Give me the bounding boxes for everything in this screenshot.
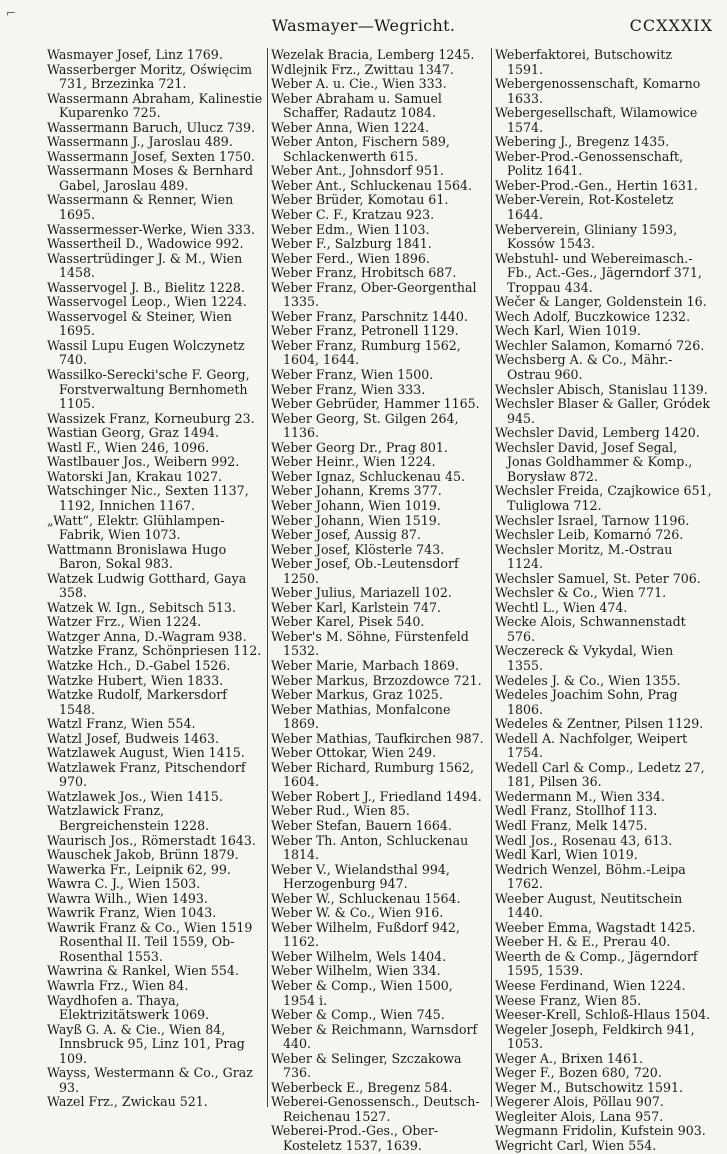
directory-entry: Wasservogel Leop., Wien 1224.: [47, 294, 247, 310]
directory-entry: Wedeles & Zentner, Pilsen 1129.: [495, 716, 704, 732]
directory-entry: Wayß G. A. & Cie., Wien 84, Innsbruck 95, Linz 101, Prag 109.: [47, 1021, 245, 1066]
directory-entry: Weber & Comp., Wien 745.: [271, 1007, 445, 1023]
directory-entry: Weber Ferd., Wien 1896.: [271, 250, 430, 266]
directory-entry: Weber-Verein, Rot-Kosteletz 1644.: [495, 192, 674, 223]
directory-entry: Weber Karel, Pisek 540.: [271, 614, 425, 630]
directory-entry: Wayss, Westermann & Co., Graz 93.: [47, 1065, 253, 1095]
directory-entry: Weber Josef, Ob.-Leutensdorf 1250.: [271, 556, 459, 586]
directory-entry: Wassertheil D., Wadowice 992.: [47, 236, 244, 252]
directory-entry: Weber Rud., Wien 85.: [271, 803, 410, 819]
directory-entry: Weberfaktorei, Butschowitz 1591.: [495, 47, 672, 77]
directory-entry: Weeber H. & E., Prerau 40.: [495, 934, 671, 950]
directory-entry: Wechsler Leib, Komarnó 726.: [495, 527, 684, 543]
directory-entry: Weber Robert J., Friedland 1494.: [271, 788, 482, 804]
directory-entry: Wasserberger Moritz, Oświęcim 731, Brzezinka 721.: [47, 61, 253, 92]
directory-entry: Weczereck & Vykydal, Wien 1355.: [495, 643, 674, 673]
corner-mark: ⌐: [6, 6, 17, 20]
directory-entry: Weber Ignaz, Schluckenau 45.: [271, 468, 466, 484]
directory-entry: „Watt“, Elektr. Glühlampen-Fabrik, Wien 1073.: [47, 512, 225, 543]
directory-entry: Weberei-Genossensch., Deutsch-Reichenau 1527.: [271, 1094, 480, 1124]
directory-entry: Wegleiter Alois, Lana 957.: [495, 1108, 664, 1124]
directory-entry: Wechsler David, Josef Segal, Jonas Goldhammer & Komp., Borysław 872.: [495, 439, 693, 484]
directory-entry: Weber Brüder, Komotau 61.: [271, 192, 449, 208]
directory-entry: Wastl F., Wien 246, 1096.: [47, 439, 210, 455]
directory-entry: Wedermann M., Wien 334.: [495, 788, 665, 804]
directory-entry: Weber C. F., Kratzau 923.: [271, 207, 435, 223]
directory-entry: Weeber August, Neutitschein 1440.: [495, 890, 683, 921]
directory-entry: Wawrik Franz & Co., Wien 1519 Rosenthal II. Teil 1559, Ob-Rosenthal 1553.: [47, 919, 253, 964]
directory-entry: Weber Franz, Parschnitz 1440.: [271, 308, 468, 324]
directory-entry: Wegmann Fridolin, Kufstein 903.: [495, 1123, 706, 1139]
directory-columns: [44, 47, 715, 1154]
directory-entry: Weber Richard, Rumburg 1562, 1604.: [271, 759, 475, 790]
directory-entry: Wechsler Israel, Tarnow 1196.: [495, 512, 690, 528]
directory-entry: Weber & Selinger, Szczakowa 736.: [271, 1050, 462, 1081]
directory-entry: Wechsberg A. & Co., Mähr.-Ostrau 960.: [495, 352, 673, 383]
directory-entry: Weger M., Butschowitz 1591.: [495, 1079, 684, 1095]
running-head: Wasmayer—Wegricht.: [271, 16, 456, 35]
directory-entry: Weber Stefan, Bauern 1664.: [271, 817, 452, 833]
directory-entry: Wawra C. J., Wien 1503.: [47, 876, 201, 892]
directory-entry: Wedeles Joachim Sohn, Prag 1806.: [495, 687, 678, 717]
page-header: [0, 0, 727, 44]
directory-entry: Wechsler & Co., Wien 771.: [495, 585, 667, 601]
directory-entry: Watzl Josef, Budweis 1463.: [47, 730, 220, 746]
directory-entry: Waurisch Jos., Römerstadt 1643.: [47, 832, 256, 848]
directory-entry: Wauschek Jakob, Brünn 1879.: [47, 847, 239, 863]
directory-entry: Wechsler Freida, Czajkowice 651, Tuliglowa 712.: [495, 483, 712, 513]
directory-entry: Weber Wilhelm, Wels 1404.: [271, 948, 447, 964]
directory-entry: Wechsler Abisch, Stanislau 1139.: [495, 381, 708, 397]
directory-entry: Wegricht Carl, Wien 554.: [495, 1138, 657, 1154]
directory-entry: Wasservogel J. B., Bielitz 1228.: [47, 279, 245, 295]
directory-entry: Weber Anton, Fischern 589, Schlackenwerth 615.: [271, 134, 450, 164]
directory-entry: Waydhofen a. Thaya, Elektrizitätswerk 1069.: [47, 992, 210, 1023]
directory-entry: Wečer & Langer, Goldenstein 16.: [495, 294, 707, 310]
directory-entry: Weberbeck E., Bregenz 584.: [271, 1079, 453, 1095]
directory-entry: Weber Gebrüder, Hammer 1165.: [271, 396, 480, 412]
directory-entry: Wechler Salamon, Komarnó 726.: [495, 337, 705, 353]
directory-entry: Wassermann J., Jaroslau 489.: [47, 134, 233, 150]
directory-entry: Wawra Wilh., Wien 1493.: [47, 890, 208, 906]
directory-entry: Wedl Karl, Wien 1019.: [495, 847, 638, 863]
directory-entry: Wedell A. Nachfolger, Weipert 1754.: [495, 730, 688, 761]
directory-entry: Weber Markus, Graz 1025.: [271, 687, 443, 703]
directory-entry: Weerth de & Comp., Jägerndorf 1595, 1539.: [495, 948, 698, 979]
directory-entry: Weber Marie, Marbach 1869.: [271, 657, 460, 673]
directory-entry: Wedl Franz, Stollhof 113.: [495, 803, 658, 819]
directory-entry: Wassermann Josef, Sexten 1750.: [47, 148, 256, 164]
directory-entry: Weber Karl, Karlstein 747.: [271, 599, 442, 615]
directory-entry: Wech Adolf, Buczkowice 1232.: [495, 308, 691, 324]
directory-entry: Wastlbauer Jos., Weibern 992.: [47, 454, 240, 470]
directory-entry: Weber Franz, Rumburg 1562, 1604, 1644.: [271, 337, 461, 368]
column-2: [267, 47, 491, 1154]
directory-entry: Watzke Franz, Schönpriesen 112.: [47, 643, 262, 659]
directory-entry: Webergenossenschaft, Komarno 1633.: [495, 76, 701, 106]
directory-entry: Weberverein, Gliniany 1593, Kossów 1543.: [495, 221, 678, 252]
directory-entry: Watschinger Nic., Sexten 1137, 1192, Innichen 1167.: [47, 483, 249, 513]
directory-entry: Weeser-Krell, Schloß-Hlaus 1504.: [495, 1007, 711, 1023]
directory-entry: Webstuhl- und Webereimasch.-Fb., Act.-Ges., Jägerndorf 371, Troppau 434.: [495, 250, 702, 295]
directory-entry: Webering J., Bregenz 1435.: [495, 134, 670, 150]
directory-entry: Weber Julius, Mariazell 102.: [271, 585, 452, 601]
directory-entry: Wazel Frz., Zwickau 521.: [47, 1094, 208, 1110]
directory-entry: Wasmayer Josef, Linz 1769.: [47, 47, 223, 62]
directory-entry: Wassermesser-Werke, Wien 333.: [47, 221, 255, 237]
directory-entry: Wawrina & Rankel, Wien 554.: [47, 963, 239, 979]
directory-entry: Weber Johann, Wien 1519.: [271, 512, 441, 528]
column-3: [491, 47, 715, 1154]
directory-entry: Weber W. & Co., Wien 916.: [271, 905, 444, 921]
directory-entry: Wedell Carl & Comp., Ledetz 27, 181, Pilsen 36.: [495, 759, 705, 790]
directory-entry: Weese Ferdinand, Wien 1224.: [495, 978, 686, 993]
directory-entry: Webergesellschaft, Wilamowice 1574.: [495, 105, 698, 135]
directory-entry: Weber Heinr., Wien 1224.: [271, 454, 436, 470]
directory-entry: Weber Abraham u. Samuel Schaffer, Radautz 1084.: [271, 90, 442, 121]
directory-entry: Weber & Comp., Wien 1500, 1954 i.: [271, 978, 453, 1008]
directory-entry: Wechsler Samuel, St. Peter 706.: [495, 570, 701, 586]
directory-entry: Wawrla Frz., Wien 84.: [47, 978, 189, 993]
directory-entry: Weber-Prod.-Gen., Hertin 1631.: [495, 177, 698, 193]
directory-entry: Weber Mathias, Taufkirchen 987.: [271, 730, 484, 746]
directory-entry: Weber Johann, Krems 377.: [271, 483, 442, 499]
directory-entry: Wattmann Bronislawa Hugo Baron, Sokal 983.: [47, 541, 227, 572]
directory-entry: Wasservogel & Steiner, Wien 1695.: [47, 308, 232, 339]
directory-entry: Wassizek Franz, Korneuburg 23.: [47, 410, 255, 426]
directory-entry: Wassilko-Serecki'sche F. Georg, Forstverwaltung Bernhometh 1105.: [47, 367, 250, 412]
directory-entry: Weger F., Bozen 680, 720.: [495, 1065, 662, 1081]
directory-entry: Watzke Rudolf, Markersdorf 1548.: [47, 687, 227, 717]
directory-entry: Weber Georg, St. Gilgen 264, 1136.: [271, 410, 459, 441]
directory-entry: Weber Wilhelm, Fußdorf 942, 1162.: [271, 919, 460, 950]
directory-entry: Wassermann Moses & Bernhard Gabel, Jaroslau 489.: [47, 163, 254, 193]
directory-entry: Wechsler David, Lemberg 1420.: [495, 425, 700, 441]
directory-entry: Weber-Prod.-Genossenschaft, Politz 1641.: [495, 148, 684, 179]
directory-entry: Weber Franz, Wien 1500.: [271, 367, 434, 383]
directory-entry: Weber Josef, Klösterle 743.: [271, 541, 445, 557]
directory-entry: Weber F., Salzburg 1841.: [271, 236, 432, 252]
directory-entry: Weber V., Wielandsthal 994, Herzogenburg 947.: [271, 861, 450, 892]
directory-entry: Watzlawek August, Wien 1415.: [47, 745, 245, 761]
directory-entry: Wedeles J. & Co., Wien 1355.: [495, 672, 681, 688]
column-1: [44, 47, 267, 1110]
directory-entry: Weeber Emma, Wagstadt 1425.: [495, 919, 696, 935]
directory-entry: Weese Franz, Wien 85.: [495, 992, 642, 1008]
directory-entry: Weber Franz, Hrobitsch 687.: [271, 265, 457, 281]
directory-entry: Watzlawick Franz, Bergreichenstein 1228.: [47, 803, 210, 833]
directory-entry: Weber Johann, Wien 1019.: [271, 497, 441, 513]
directory-entry: Wegeler Joseph, Feldkirch 941, 1053.: [495, 1021, 695, 1052]
directory-entry: Weber Edm., Wien 1103.: [271, 221, 430, 237]
directory-entry: Watorski Jan, Krakau 1027.: [47, 468, 223, 484]
directory-entry: Wechsler Moritz, M.-Ostrau 1124.: [495, 541, 673, 572]
directory-entry: Watzlawek Jos., Wien 1415.: [47, 788, 223, 804]
directory-entry: Wassil Lupu Eugen Wolczynetz 740.: [47, 337, 245, 368]
directory-entry: Weber W., Schluckenau 1564.: [271, 890, 461, 906]
directory-entry: Weber A. u. Cie., Wien 333.: [271, 76, 447, 92]
directory-entry: Watzke Hch., D.-Gabel 1526.: [47, 657, 231, 673]
directory-entry: Wassermann Abraham, Kalinestie Kuparenko 725.: [47, 90, 263, 121]
directory-entry: Weber Ottokar, Wien 249.: [271, 745, 437, 761]
directory-entry: Wechsler Blaser & Galler, Gródek 945.: [495, 396, 710, 426]
directory-entry: Watzlawek Franz, Pitschendorf 970.: [47, 759, 246, 790]
directory-entry: Wedl Franz, Melk 1475.: [495, 817, 648, 833]
directory-entry: Weber Th. Anton, Schluckenau 1814.: [271, 832, 469, 863]
directory-entry: Weger A., Brixen 1461.: [495, 1050, 644, 1066]
directory-entry: Watzl Franz, Wien 554.: [47, 716, 196, 732]
directory-entry: Weber Georg Dr., Prag 801.: [271, 439, 448, 455]
directory-entry: Wedrich Wenzel, Böhm.-Leipa 1762.: [495, 861, 686, 892]
directory-entry: Wegerer Alois, Pöllau 907.: [495, 1094, 664, 1110]
directory-entry: Wecke Alois, Schwannenstadt 576.: [495, 614, 686, 644]
directory-entry: Weber Franz, Wien 333.: [271, 381, 426, 397]
directory-entry: Wechtl L., Wien 474.: [495, 599, 628, 615]
directory-entry: Wastian Georg, Graz 1494.: [47, 425, 219, 441]
directory-entry: Weber Anna, Wien 1224.: [271, 119, 430, 135]
directory-entry: Watzek Ludwig Gotthard, Gaya 358.: [47, 570, 247, 601]
directory-entry: Watzer Frz., Wien 1224.: [47, 614, 202, 630]
directory-entry: Weber Franz, Petronell 1129.: [271, 323, 459, 339]
directory-entry: Weber Franz, Ober-Georgenthal 1335.: [271, 279, 477, 310]
directory-entry: Wdlejnik Frz., Zwittau 1347.: [271, 61, 454, 77]
directory-entry: Weber Ant., Schluckenau 1564.: [271, 177, 473, 193]
directory-entry: Weber & Reichmann, Warnsdorf 440.: [271, 1021, 478, 1052]
directory-entry: Weber Ant., Johnsdorf 951.: [271, 163, 444, 179]
directory-entry: Wassermann Baruch, Ulucz 739.: [47, 119, 255, 135]
directory-entry: Weber Wilhelm, Wien 334.: [271, 963, 441, 979]
directory-entry: Wassermann & Renner, Wien 1695.: [47, 192, 234, 223]
directory-entry: Weber's M. Söhne, Fürstenfeld 1532.: [271, 628, 469, 659]
directory-entry: Wassertrüdinger J. & M., Wien 1458.: [47, 250, 243, 281]
directory-entry: Weber Mathias, Monfalcone 1869.: [271, 701, 451, 732]
directory-entry: Wawerka Fr., Leipnik 62, 99.: [47, 861, 231, 877]
directory-entry: Wawrik Franz, Wien 1043.: [47, 905, 217, 921]
directory-entry: Wedl Jos., Rosenau 43, 613.: [495, 832, 673, 848]
directory-entry: Wech Karl, Wien 1019.: [495, 323, 641, 339]
directory-entry: Weberei-Prod.-Ges., Ober-Kosteletz 1537, 1639.: [271, 1123, 439, 1154]
directory-entry: Watzke Hubert, Wien 1833.: [47, 672, 224, 688]
directory-entry: Watzger Anna, D.-Wagram 938.: [47, 628, 247, 644]
directory-entry: Watzek W. Ign., Sebitsch 513.: [47, 599, 236, 615]
directory-entry: Weber Josef, Aussig 87.: [271, 527, 421, 543]
directory-entry: Weber Markus, Brzozdowce 721.: [271, 672, 482, 688]
directory-entry: Wezelak Bracia, Lemberg 1245.: [271, 47, 475, 62]
page-number: CCXXXIX: [629, 16, 713, 35]
